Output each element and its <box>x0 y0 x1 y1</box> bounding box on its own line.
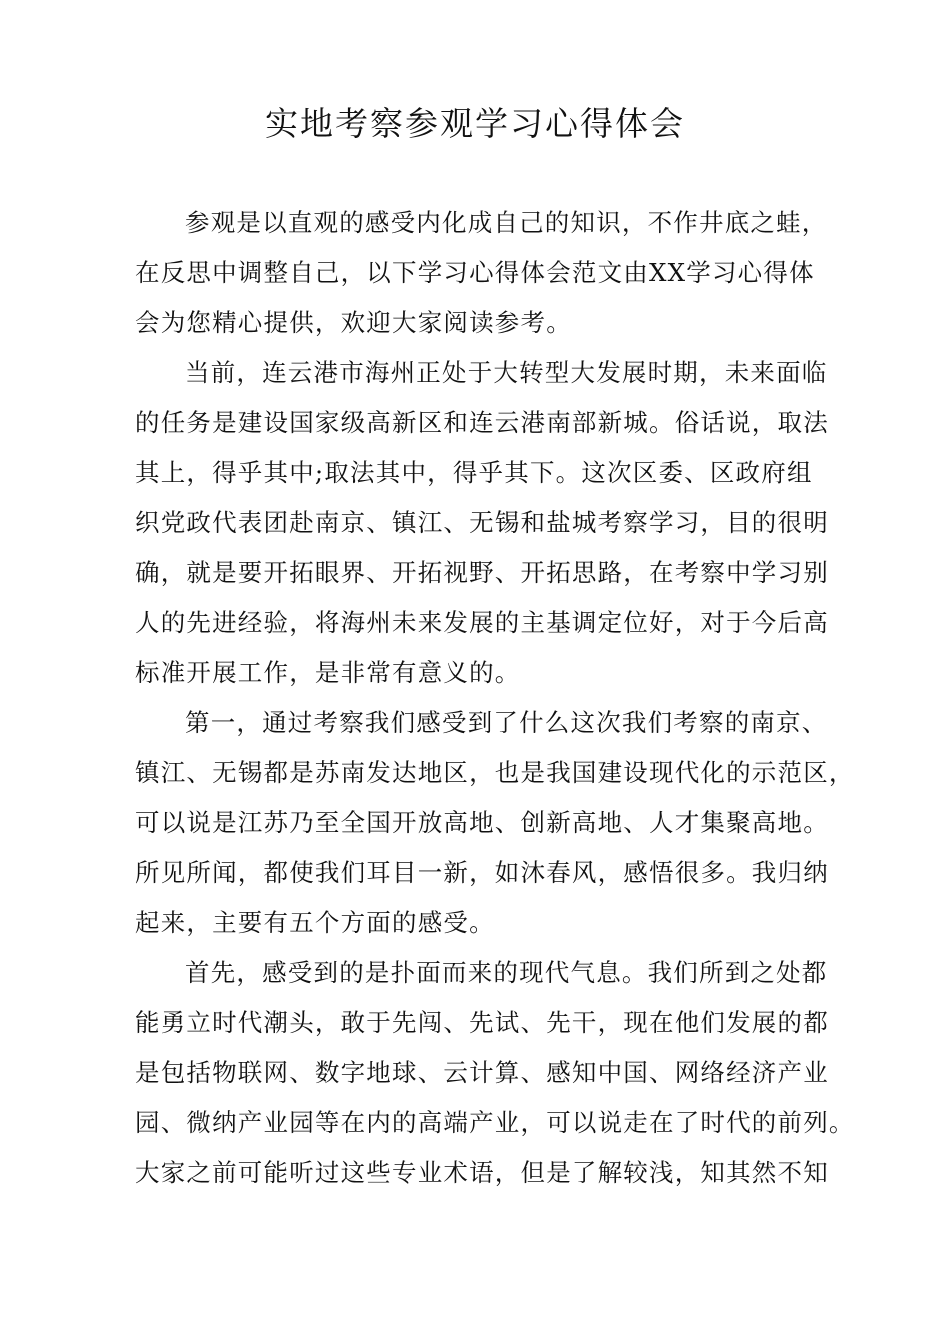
paragraph-4-line-5: 大家之前可能听过这些专业术语，但是了解较浅，知其然不知 <box>135 1158 829 1187</box>
paragraph-2-line-2: 的任务是建设国家级高新区和连云港南部新城。俗话说，取法 <box>135 408 829 437</box>
paragraph-1-line-3: 会为您精心提供，欢迎大家阅读参考。 <box>135 308 572 337</box>
paragraph-4-line-3: 是包括物联网、数字地球、云计算、感知中国、网络经济产业 <box>135 1058 829 1087</box>
paragraph-2-line-5: 确，就是要开拓眼界、开拓视野、开拓思路，在考察中学习别 <box>135 558 829 587</box>
paragraph-4-line-1: 首先，感受到的是扑面而来的现代气息。我们所到之处都 <box>185 958 828 987</box>
paragraph-3-line-1: 第一，通过考察我们感受到了什么这次我们考察的南京、 <box>185 708 828 737</box>
paragraph-3-line-2: 镇江、无锡都是苏南发达地区，也是我国建设现代化的示范区， <box>135 758 855 787</box>
document-body <box>135 198 855 1198</box>
paragraph-1-line-1: 参观是以直观的感受内化成自己的知识，不作井底之蛙， <box>185 208 828 237</box>
paragraph-2-line-4: 织党政代表团赴南京、镇江、无锡和盐城考察学习，目的很明 <box>135 508 829 537</box>
paragraph-3-line-5: 起来，主要有五个方面的感受。 <box>135 908 495 937</box>
paragraph-4-line-4: 园、微纳产业园等在内的高端产业，可以说走在了时代的前列。 <box>135 1108 855 1137</box>
paragraph-3-line-3: 可以说是江苏乃至全国开放高地、创新高地、人才集聚高地。 <box>135 808 829 837</box>
paragraph-2-line-6: 人的先进经验，将海州未来发展的主基调定位好，对于今后高 <box>135 608 829 637</box>
document-title: 实地考察参观学习心得体会 <box>265 104 685 143</box>
paragraph-2-line-7: 标准开展工作，是非常有意义的。 <box>135 658 521 687</box>
paragraph-2-line-3: 其上，得乎其中;取法其中，得乎其下。这次区委、区政府组 <box>135 458 813 487</box>
paragraph-3-line-4: 所见所闻，都使我们耳目一新，如沐春风，感悟很多。我归纳 <box>135 858 829 887</box>
paragraph-4-line-2: 能勇立时代潮头，敢于先闯、先试、先干，现在他们发展的都 <box>135 1008 829 1037</box>
paragraph-1-line-2: 在反思中调整自己，以下学习心得体会范文由XX学习心得体 <box>135 258 815 287</box>
paragraph-2-line-1: 当前，连云港市海州正处于大转型大发展时期，未来面临 <box>185 358 828 387</box>
